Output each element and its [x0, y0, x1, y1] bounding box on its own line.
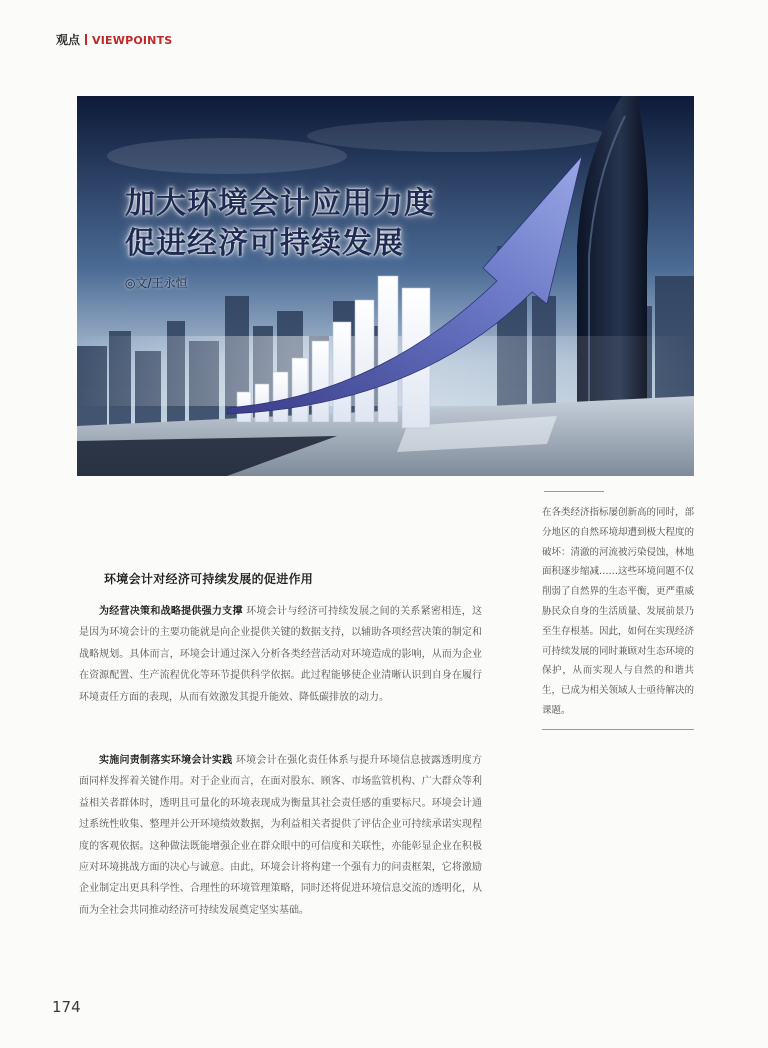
top-rule [544, 491, 604, 492]
body-paragraph-1 [79, 601, 482, 708]
article-title [125, 184, 435, 264]
section-header [56, 31, 172, 48]
bottom-rule [542, 729, 694, 730]
body-paragraph-2 [79, 750, 482, 921]
title-line-2: 促进经济可持续发展 [125, 226, 404, 261]
section-heading: 环境会计对经济可持续发展的促进作用 [104, 572, 314, 586]
header-divider [85, 34, 87, 45]
pull-quote-box [542, 491, 694, 730]
title-line-1: 加大环境会计应用力度 [125, 186, 435, 221]
page-number: 174 [52, 998, 81, 1016]
paragraph-text: 环境会计在强化责任体系与提升环境信息披露透明度方面同样发挥着关键作用。对于企业而言，在面对股东、顾客、市场监管机构、广大群众等利益相关者群体时，透明且可量化的环境表现成为衡量其社会责任感的重要标尺。环境会计通过系统性收集、整理并公开环境绩效数据，为利益相关者提供了评估企业可持续承诺实现程度的客观依据。这种做法既能增强企业在群众眼中的可信度和关联性，亦能彰显企业在积极应对环境挑战方面的决心与诚意。由此，环境会计将构建一个强有力的问责框架，它将激励企业制定出更具科学性、合理性的环境管理策略，同时还将促进环境信息交流的透明化，从而为全社会共同推动经济可持续发展奠定坚实基础。 [79, 755, 483, 916]
section-label-cn: 观点 [56, 33, 81, 47]
paragraph-text: 环境会计与经济可持续发展之间的关系紧密相连，这是因为环境会计的主要功能就是向企业提供关键的数据支持，以辅助各项经营决策的制定和战略规划。具体而言，环境会计通过深入分析各类经营活动对环境造成的影响，从而为企业在资源配置、生产流程优化等环节提供科学依据。此过程能够使企业清晰认识到自身在履行环境责任方面的表现，从而有效激发其提升能效、降低碳排放的动力。 [79, 606, 483, 703]
pull-quote-text: 在各类经济指标屡创新高的同时，部分地区的自然环境却遭到极大程度的破坏：清澈的河流被污染侵蚀，林地面积逐步缩减……这些环境问题不仅削弱了自然界的生态平衡，更严重威胁民众自身的生活质量、发展前景乃至生存根基。因此，如何在实现经济可持续发展的同时兼顾对生态环境的保护，从而实现人与自然的和谐共生，已成为相关领域人士亟待解决的课题。 [542, 507, 695, 716]
paragraph-lead: 为经营决策和战略提供强力支撑 [99, 606, 243, 617]
section-label-en: VIEWPOINTS [92, 34, 173, 47]
author-byline: ◎文/王永恒 [125, 276, 188, 290]
paragraph-lead: 实施问责制落实环境会计实践 [99, 755, 233, 766]
hero-image [77, 96, 694, 476]
